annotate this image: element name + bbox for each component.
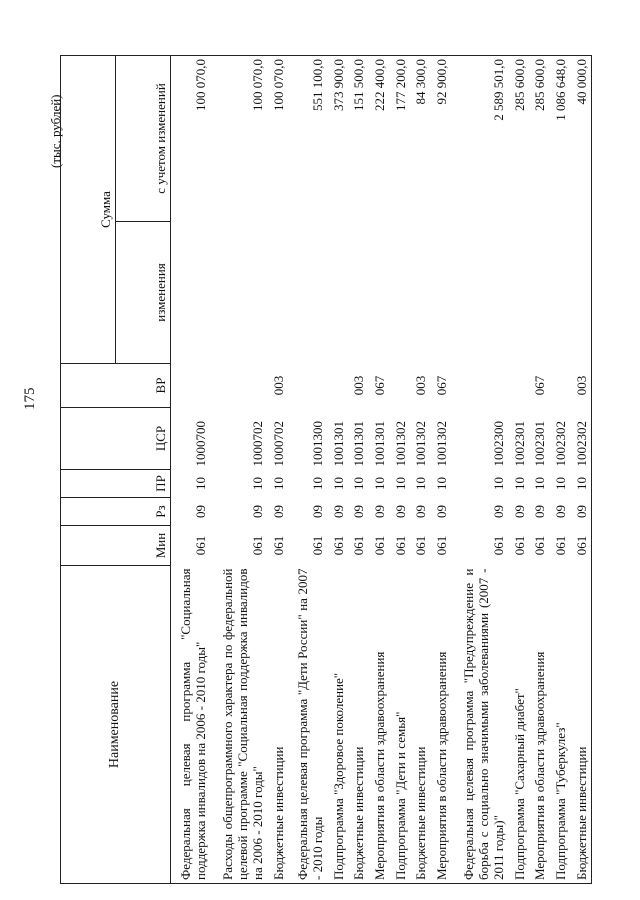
cell-pr: 10 (532, 477, 548, 490)
cell-changes (508, 222, 529, 364)
cell-total: 100 070,0 (267, 56, 288, 222)
header-vr: ВР (61, 364, 171, 408)
cell-total: 551 100,0 (288, 56, 327, 222)
cell-csr: 1001301 (330, 421, 346, 467)
cell-vr: 067 (371, 375, 387, 396)
cell-name: Бюджетные инвестиции (267, 566, 288, 884)
cell-total: 100 070,0 (210, 56, 267, 222)
cell-min: 061 (491, 535, 507, 556)
cell-total: 285 600,0 (508, 56, 529, 222)
cell-rz: 09 (532, 505, 548, 518)
cell-vr: 067 (532, 375, 548, 396)
cell-min: 061 (553, 535, 569, 556)
cell-name: Подпрограмма "Здоровое поколение" (327, 566, 348, 884)
cell-total: 92 900,0 (430, 56, 451, 222)
cell-min: 061 (309, 535, 325, 556)
cell-min: 061 (330, 535, 346, 556)
cell-name: Подпрограмма "Туберкулез" (549, 566, 570, 884)
cell-pr: 10 (553, 477, 569, 490)
cell-rz: 09 (433, 505, 449, 518)
cell-changes (210, 222, 267, 364)
cell-name: Подпрограмма "Сахарный диабет" (508, 566, 529, 884)
cell-changes (529, 222, 550, 364)
cell-total: 40 000,0 (570, 56, 591, 222)
cell-csr: 1000700 (193, 421, 209, 467)
table-row (210, 56, 267, 884)
cell-vr: 003 (413, 375, 429, 396)
cell-vr: 067 (433, 375, 449, 396)
cell-name: Федеральная целевая программа "Социальная поддержка инвалидов на 2006 - 2010 годы" (171, 566, 211, 884)
cell-pr: 10 (351, 477, 367, 490)
units-label: (тыс. рублей) (48, 94, 63, 168)
cell-rz: 09 (351, 505, 367, 518)
cell-name: Расходы общепрограммного характера по федеральной целевой программе "Социальная поддержка инвалидов на 2006 - 2010 годы" (210, 566, 267, 884)
cell-pr: 10 (309, 477, 325, 490)
cell-pr: 10 (491, 477, 507, 490)
page-number: 175 (22, 387, 38, 410)
table-row (288, 56, 327, 884)
cell-total: 151 500,0 (347, 56, 368, 222)
table-row (430, 56, 451, 884)
cell-vr (451, 364, 508, 408)
cell-csr: 1001302 (413, 421, 429, 467)
cell-rz: 09 (309, 505, 325, 518)
cell-csr: 1002301 (532, 421, 548, 467)
table-body (171, 56, 592, 884)
cell-changes (430, 222, 451, 364)
cell-csr: 1001301 (371, 421, 387, 467)
cell-pr: 10 (511, 477, 527, 490)
table-row (508, 56, 529, 884)
cell-csr: 1001302 (433, 421, 449, 467)
cell-min: 061 (351, 535, 367, 556)
header-changes: изменения (116, 222, 171, 364)
cell-changes (288, 222, 327, 364)
table-row (267, 56, 288, 884)
header-with-changes: с учетом изменений (116, 56, 171, 222)
cell-pr: 10 (433, 477, 449, 490)
cell-rz: 09 (392, 505, 408, 518)
cell-name: Мероприятия в области здравоохранения (368, 566, 389, 884)
table-row (389, 56, 410, 884)
cell-csr: 1002302 (570, 408, 591, 470)
cell-changes (451, 222, 508, 364)
cell-name: Бюджетные инвестиции (347, 566, 368, 884)
cell-total: 373 900,0 (327, 56, 348, 222)
cell-vr (327, 364, 348, 408)
cell-csr: 1001302 (392, 421, 408, 467)
cell-name: Федеральная целевая программа "Предупреждение и борьба с социально значимыми заболеваниями (2007 - 2011 годы)" (451, 566, 508, 884)
cell-csr: 1000702 (270, 421, 286, 467)
cell-min: 061 (371, 535, 387, 556)
cell-pr: 10 (413, 477, 429, 490)
cell-min: 061 (433, 535, 449, 556)
cell-name: Мероприятия в области здравоохранения (430, 566, 451, 884)
cell-csr: 1001301 (351, 421, 367, 467)
cell-name: Подпрограмма "Дети и семья" (389, 566, 410, 884)
cell-vr (549, 364, 570, 408)
cell-changes (368, 222, 389, 364)
table-row (327, 56, 348, 884)
cell-total: 222 400,0 (368, 56, 389, 222)
cell-pr: 10 (330, 477, 346, 490)
cell-csr: 1002302 (553, 421, 569, 467)
cell-changes (570, 222, 591, 364)
table-row (549, 56, 570, 884)
header-pr: ПР (61, 470, 171, 498)
cell-changes (327, 222, 348, 364)
cell-min: 061 (532, 535, 548, 556)
cell-csr: 1002301 (511, 421, 527, 467)
cell-min: 061 (413, 535, 429, 556)
budget-table (60, 55, 592, 884)
table-row (368, 56, 389, 884)
cell-vr (389, 364, 410, 408)
header-min: Мин (61, 526, 171, 566)
cell-min: 061 (250, 535, 266, 556)
cell-total: 1 086 648,0 (549, 56, 570, 222)
cell-changes (267, 222, 288, 364)
budget-table-container (60, 56, 592, 884)
cell-vr: 003 (270, 375, 286, 396)
header-sum: Сумма (61, 56, 116, 364)
header-csr: ЦСР (61, 408, 171, 470)
cell-rz: 09 (553, 505, 569, 518)
cell-vr: 003 (351, 375, 367, 396)
cell-min: 061 (193, 535, 209, 556)
cell-csr: 1002300 (491, 421, 507, 467)
cell-min: 061 (392, 535, 408, 556)
cell-csr: 1001300 (309, 421, 325, 467)
table-row (171, 56, 211, 884)
cell-vr: 003 (570, 364, 591, 408)
header-name: Наименование (61, 566, 171, 884)
cell-min: 061 (570, 526, 591, 566)
table-row (451, 56, 508, 884)
cell-total: 177 200,0 (389, 56, 410, 222)
cell-name: Федеральная целевая программа "Дети России" на 2007 - 2010 годы (288, 566, 327, 884)
table-row (570, 56, 591, 884)
cell-name: Бюджетные инвестиции (409, 566, 430, 884)
cell-vr (288, 364, 327, 408)
cell-rz: 09 (570, 498, 591, 526)
cell-min: 061 (270, 535, 286, 556)
cell-rz: 09 (371, 505, 387, 518)
cell-rz: 09 (511, 505, 527, 518)
cell-vr (508, 364, 529, 408)
table-row (409, 56, 430, 884)
cell-rz: 09 (330, 505, 346, 518)
cell-csr: 1000702 (250, 421, 266, 467)
cell-rz: 09 (193, 505, 209, 518)
cell-pr: 10 (392, 477, 408, 490)
cell-total: 285 600,0 (529, 56, 550, 222)
cell-changes (171, 222, 211, 364)
header-rz: Рз (61, 498, 171, 526)
cell-pr: 10 (250, 477, 266, 490)
cell-vr (171, 364, 211, 408)
cell-name: Мероприятия в области здравоохранения (529, 566, 550, 884)
cell-total: 100 070,0 (171, 56, 211, 222)
cell-rz: 09 (270, 505, 286, 518)
cell-total: 2 589 501,0 (451, 56, 508, 222)
cell-changes (549, 222, 570, 364)
cell-total: 84 300,0 (409, 56, 430, 222)
cell-name: Бюджетные инвестиции (570, 566, 591, 884)
table-row (529, 56, 550, 884)
cell-pr: 10 (570, 470, 591, 498)
cell-min: 061 (511, 535, 527, 556)
cell-pr: 10 (193, 477, 209, 490)
cell-rz: 09 (491, 505, 507, 518)
cell-vr (210, 364, 267, 408)
cell-rz: 09 (413, 505, 429, 518)
table-header-row (61, 56, 116, 884)
cell-pr: 10 (371, 477, 387, 490)
cell-rz: 09 (250, 505, 266, 518)
table-row (347, 56, 368, 884)
cell-changes (389, 222, 410, 364)
cell-changes (347, 222, 368, 364)
cell-pr: 10 (270, 477, 286, 490)
cell-changes (409, 222, 430, 364)
